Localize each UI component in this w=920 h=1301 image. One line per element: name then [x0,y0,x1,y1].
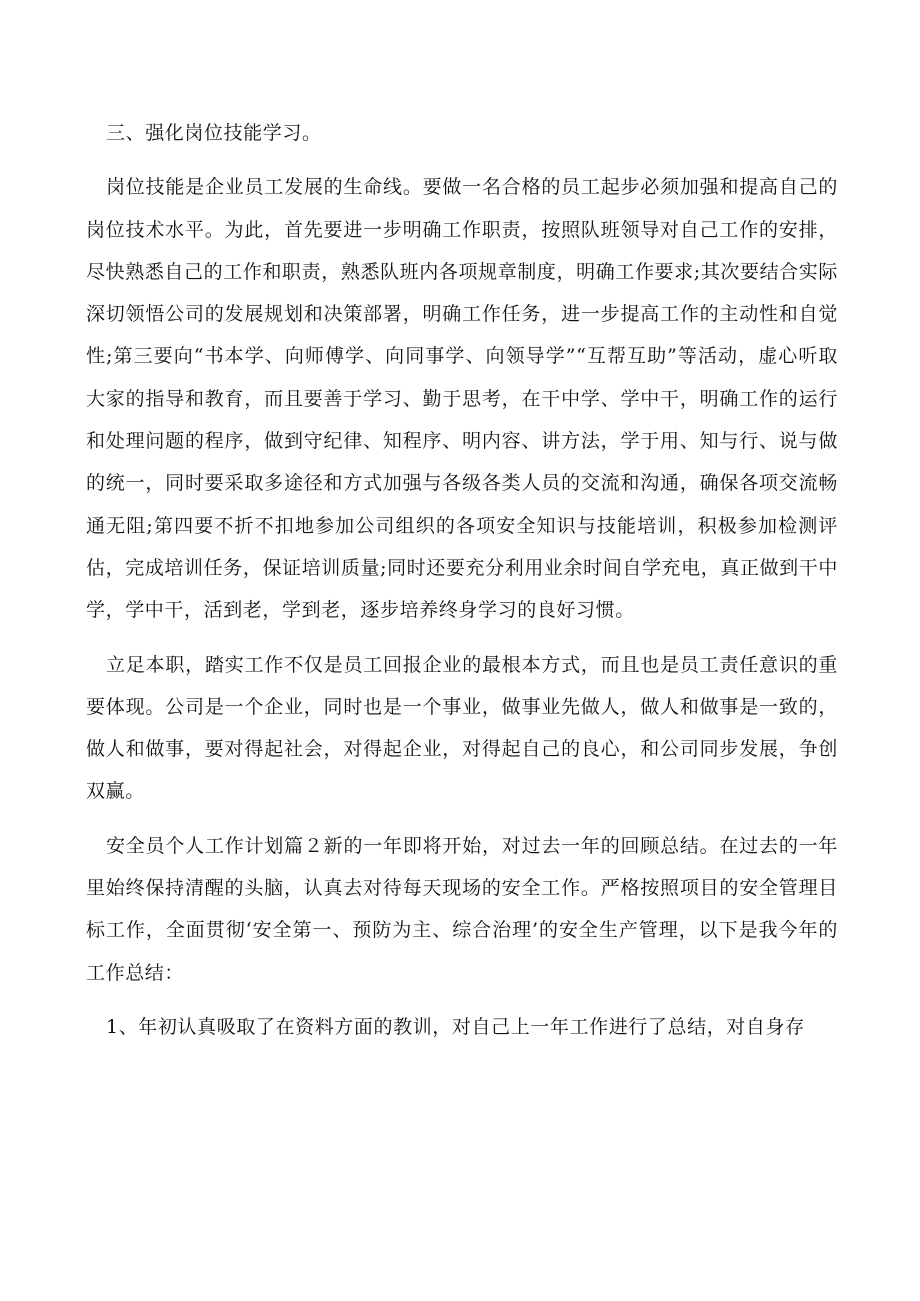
paragraph-dedication: 立足本职，踏实工作不仅是员工回报企业的最根本方式，而且也是员工责任意识的重要体现。公司是一个企业，同时也是一个事业，做事业先做人，做人和做事是一致的，做人和做事，要对得起社会，对得起企业，对得起自己的良心，和公司同步发展，争创双赢。 [86,653,838,803]
paragraph-plan-2: 安全员个人工作计划篇２新的一年即将开始，对过去一年的回顾总结。在过去的一年里始终保持清醒的头脑，认真去对待每天现场的安全工作。严格按照项目的安全管理目标工作，全面贯彻‘安全第一、预防为主、综合治理’的安全生产管理，以下是我今年的工作总结： [86,834,838,984]
paragraph-item-1: 1、年初认真吸取了在资料方面的教训，对自己上一年工作进行了总结，对自身存 [106,1015,805,1038]
paragraph-skills: 岗位技能是企业员工发展的生命线。要做一名合格的员工起步必须加强和提高自己的岗位技术水平。为此，首先要进一步明确工作职责，按照队班领导对自己工作的安排，尽快熟悉自己的工作和职责，熟悉队班内各项规章制度，明确工作要求;其次要结合实际深切领悟公司的发展规划和决策部署，明确工作任务，进一步提高工作的主动性和自觉性;第三要向“书本学、向师傅学、向同事学、向领导学”“互帮互助”等活动，虚心听取大家的指导和教育，而且要善于学习、勤于思考，在干中学、学中干，明确工作的运行和处理问题的程序，做到守纪律、知程序、明内容、讲方法，学于用、知与行、说与做的统一，同时要采取多途径和方式加强与各级各类人员的交流和沟通，确保各项交流畅通无阻;第四要不折不扣地参加公司组织的各项安全知识与技能培训，积极参加检测评估，完成培训任务，保证培训质量;同时还要充分利用业余时间自学充电，真正做到干中学，学中干，活到老，学到老，逐步培养终身学习的良好习惯。 [86,176,838,622]
document-page [86,112,838,1060]
section-heading: 三、强化岗位技能学习。 [106,122,322,144]
